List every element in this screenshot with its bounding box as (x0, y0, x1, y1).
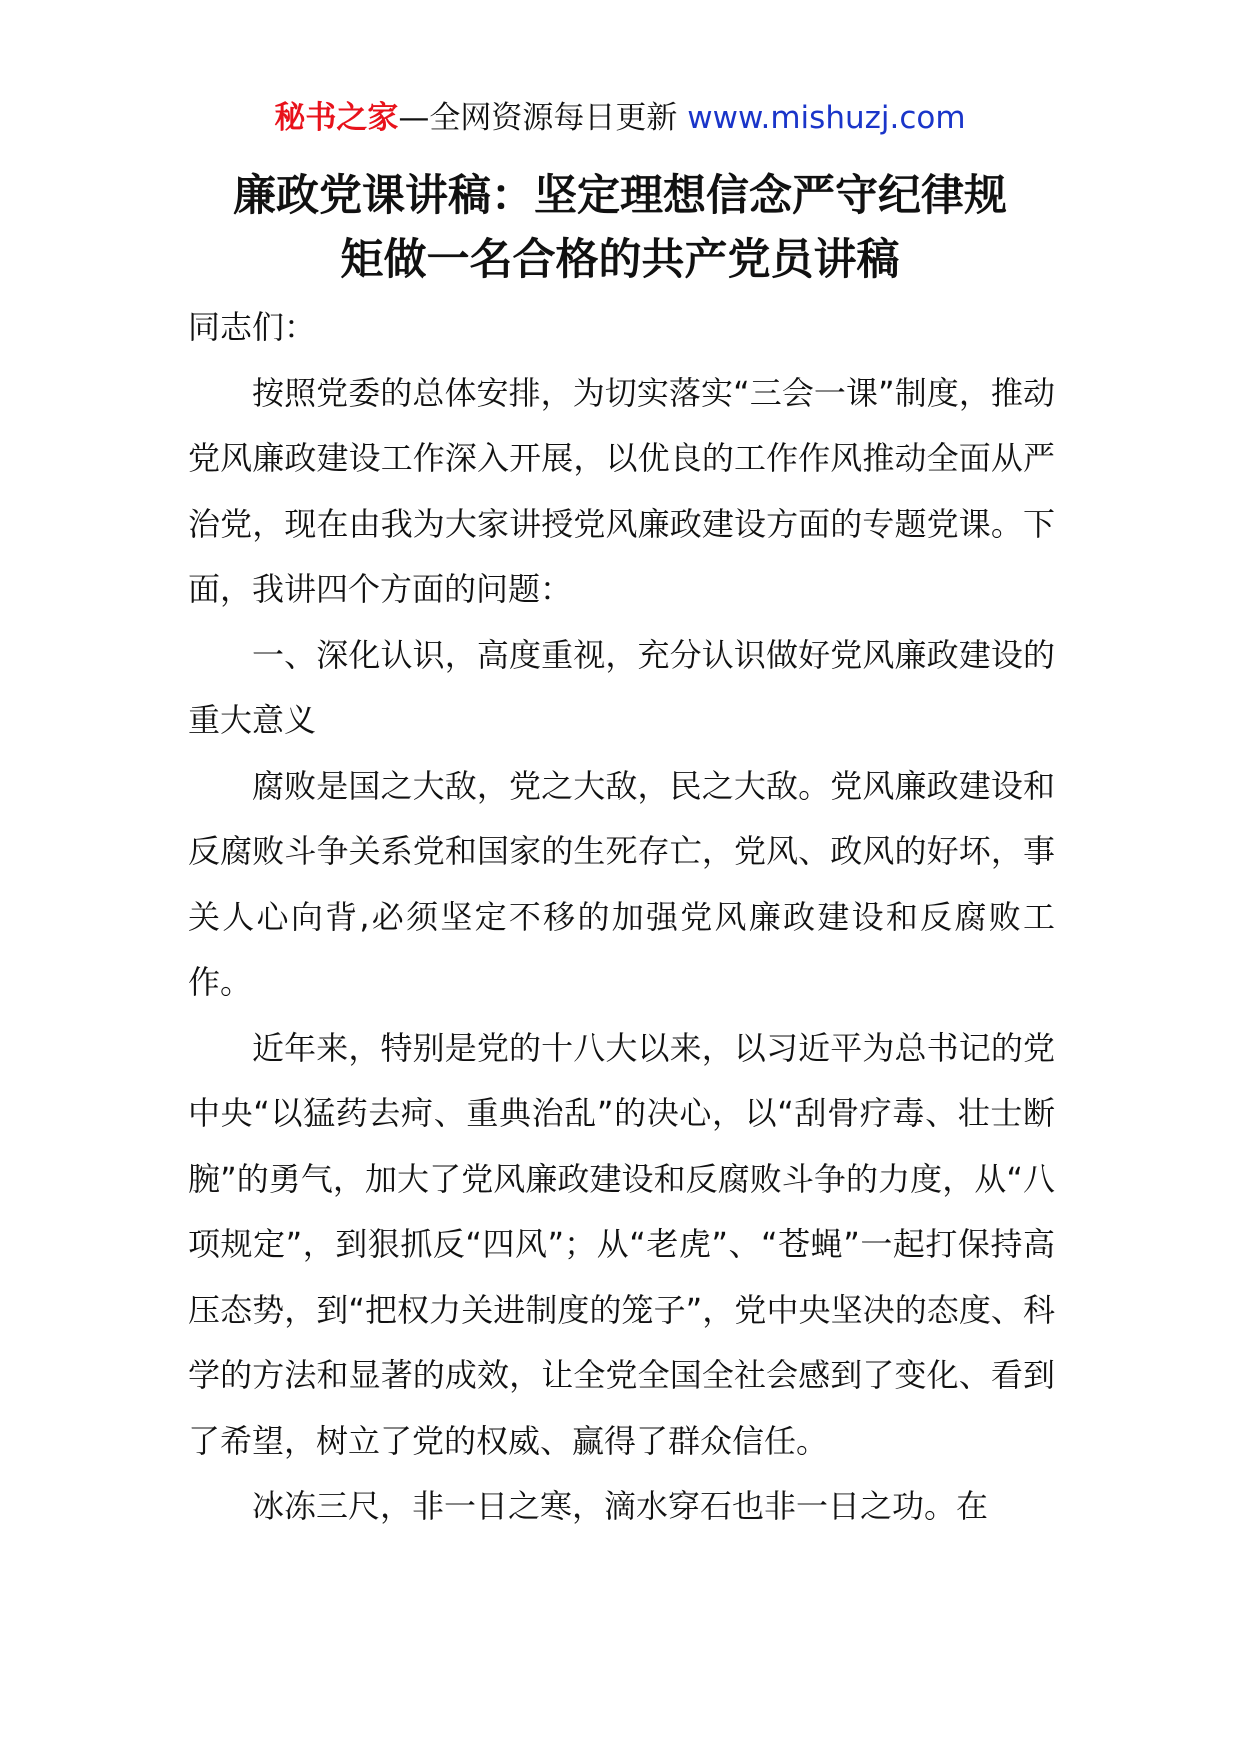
paragraph-ice: 冰冻三尺，非一日之寒，滴水穿石也非一日之功。在 (252, 1487, 989, 1525)
site-url-link[interactable]: www.mishuzj.com (687, 100, 966, 136)
paragraph-recent-years: 近年来，特别是党的十八大以来，以习近平为总书记的党中央“以猛药去疴、重典治乱”的决心，以“刮骨疗毒、壮士断腕”的勇气，加大了党风廉政建设和反腐败斗争的力度，从“八项规定”，到狠抓反“四风”；从“老虎”、“苍蝇”一起打保持高压态势，到“把权力关进制度的笼子”，党中央坚决的态度、科学的方法和显著的成效，让全党全国全社会感到了变化、看到了希望，树立了党的权威、赢得了群众信任。 (188, 1028, 1055, 1460)
document-title (120, 164, 1120, 292)
paragraph-intro: 按照党委的总体安排，为切实落实“三会一课”制度，推动党风廉政建设工作深入开展，以优良的工作作风推动全面从严治党，现在由我为大家讲授党风廉政建设方面的专题党课。下面，我讲四个方面的问题： (188, 373, 1055, 608)
brand-name: 秘书之家 (274, 100, 399, 136)
document-body (188, 295, 1055, 1540)
banner-slogan: —全网资源每日更新 (398, 100, 688, 136)
paragraph-corruption: 腐败是国之大敌，党之大敌，民之大敌。党风廉政建设和反腐败斗争关系党和国家的生死存亡，党风、政风的好坏，事关人心向背,必须坚定不移的加强党风廉政建设和反腐败工作。 (188, 766, 1055, 1001)
section-heading-1: 一、深化认识，高度重视，充分认识做好党风廉政建设的重大意义 (188, 635, 1055, 739)
title-line-1: 廉政党课讲稿：坚定理想信念严守纪律规 (233, 171, 1007, 221)
salutation: 同志们： (188, 308, 317, 346)
title-line-2: 矩做一名合格的共产党员讲稿 (340, 235, 900, 285)
site-banner (0, 98, 1240, 138)
